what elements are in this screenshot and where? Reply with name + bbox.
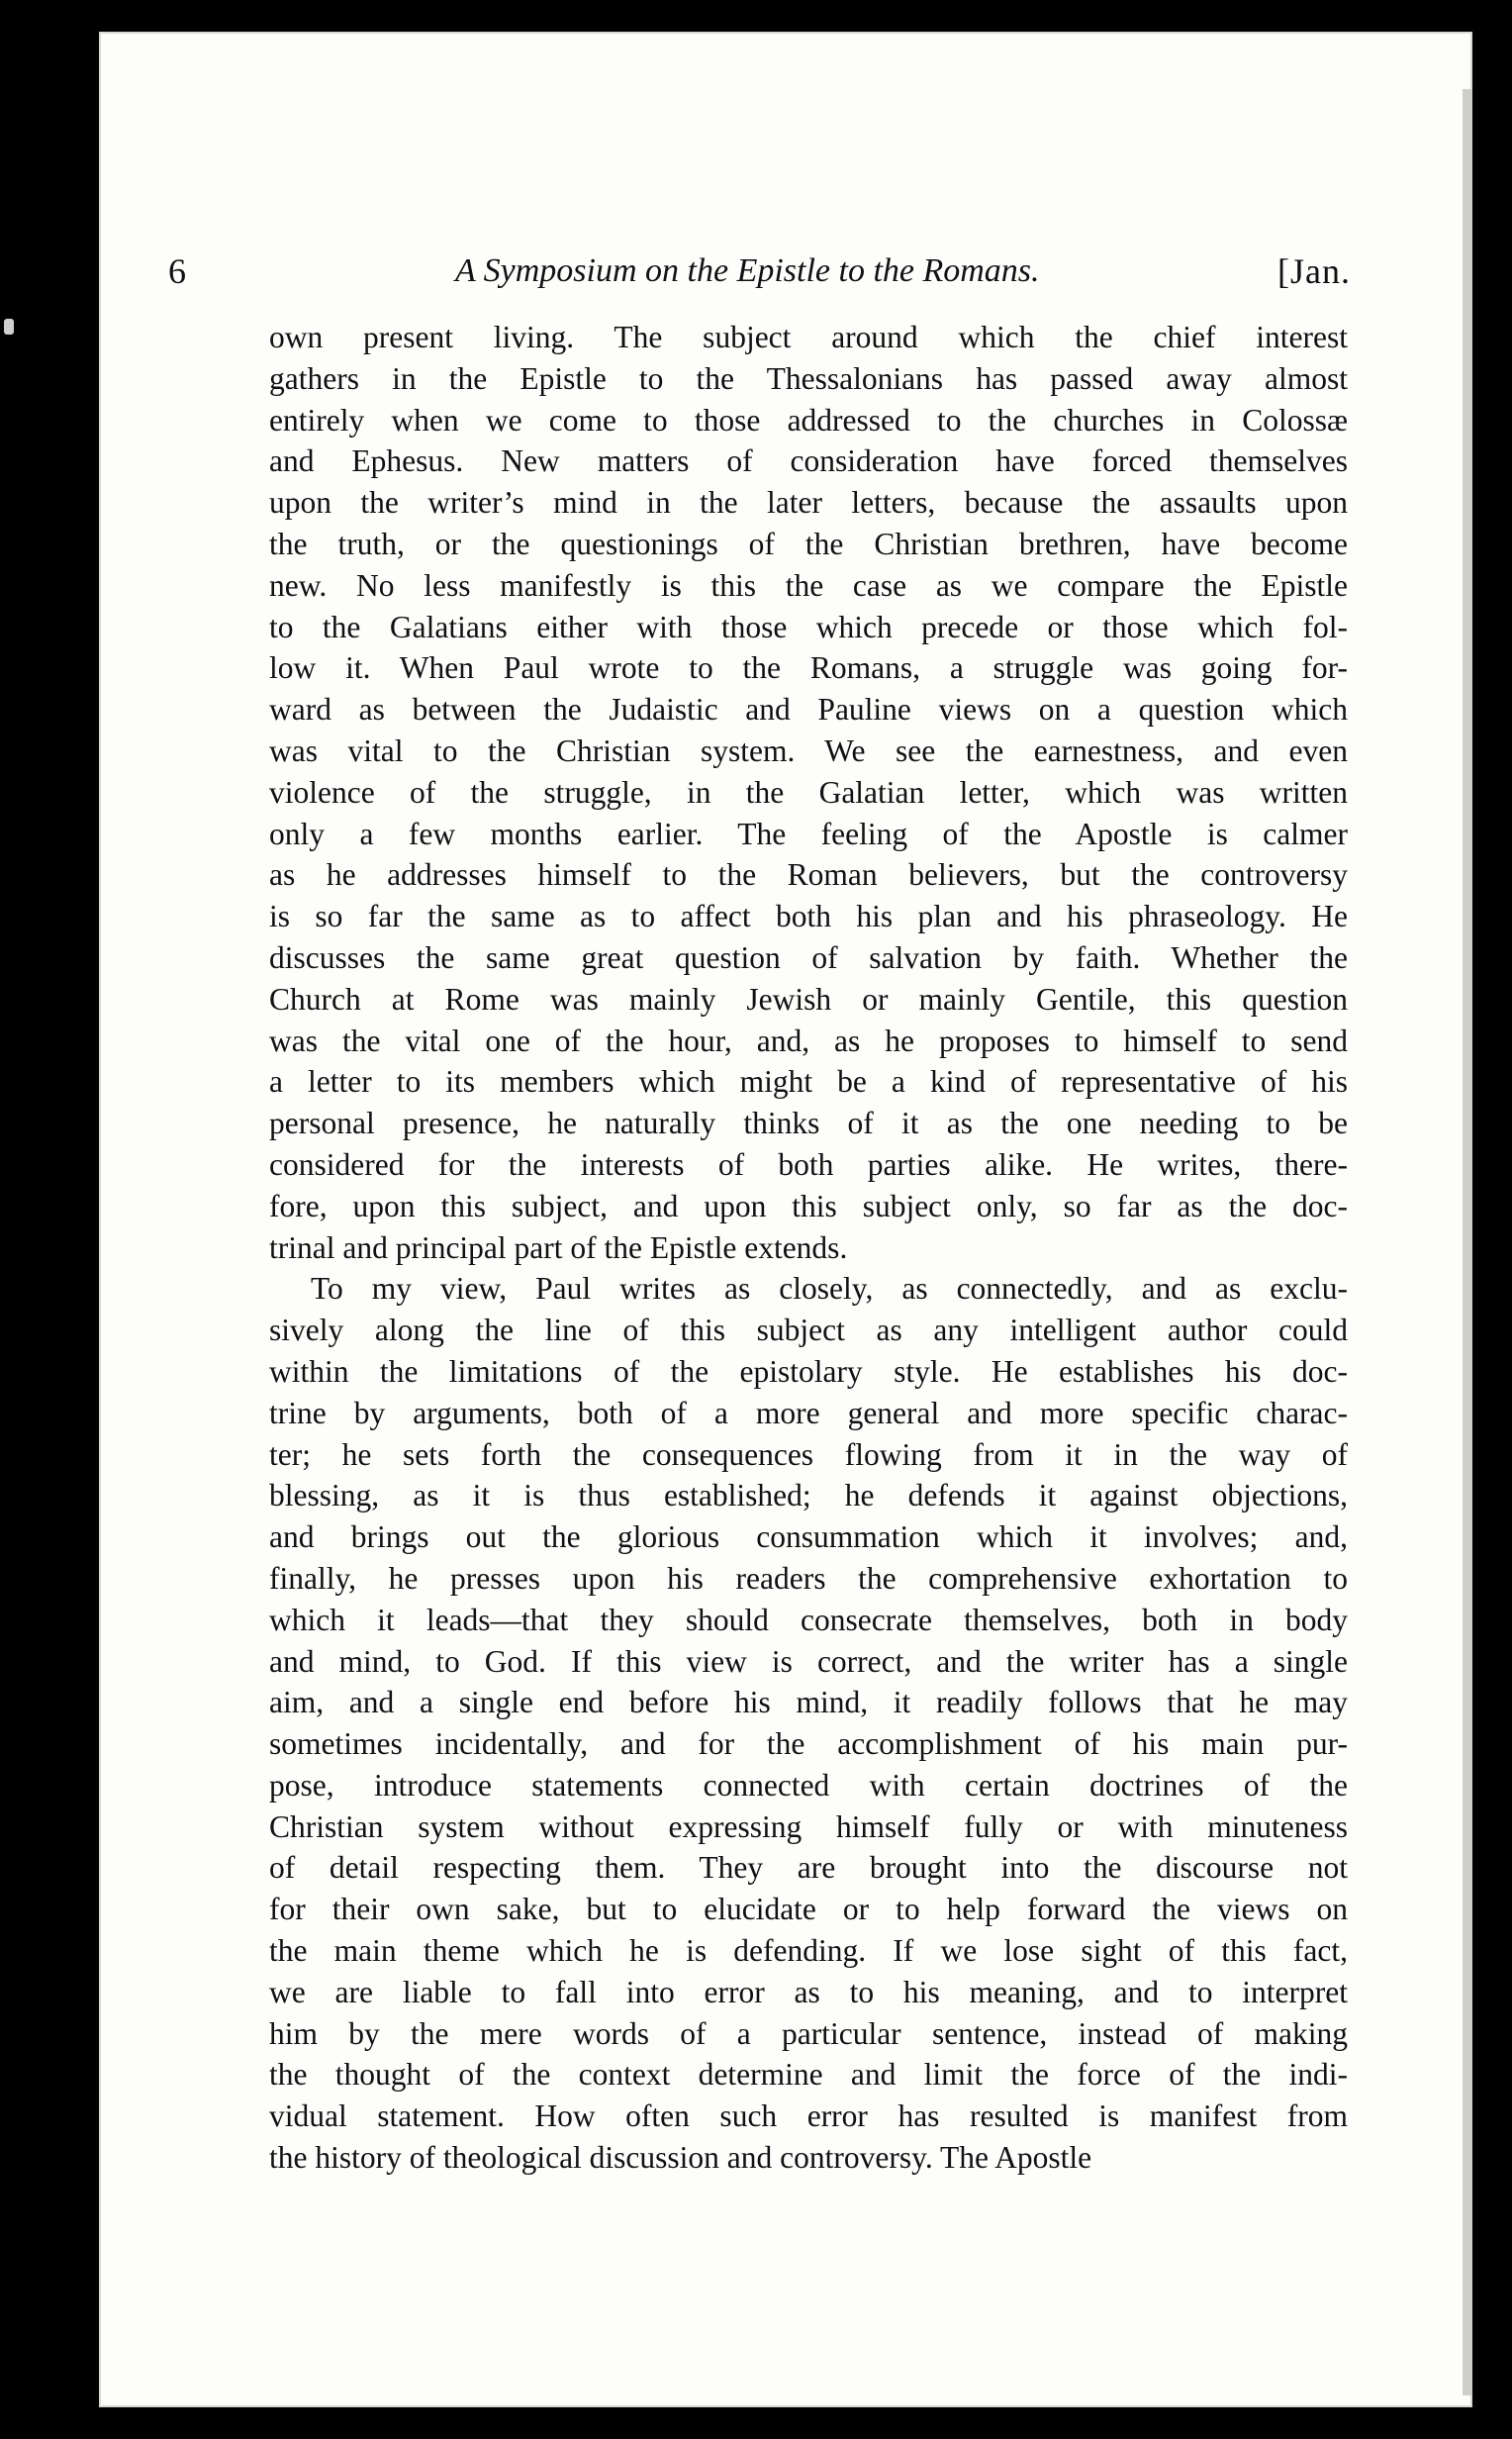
text-line: fore, upon this subject, and upon this subject only, so far as the doc- bbox=[269, 1188, 1348, 1223]
text-line: vidual statement. How often such error has resulted is manifest from bbox=[269, 2098, 1348, 2134]
text-line: was the vital one of the hour, and, as he proposes to himself to send bbox=[269, 1023, 1348, 1058]
text-line: sometimes incidentally, and for the accomplishment of his main pur- bbox=[269, 1726, 1348, 1762]
page-number: 6 bbox=[168, 251, 186, 291]
text-line: violence of the struggle, in the Galatian letter, which was written bbox=[269, 774, 1348, 810]
text-line: discusses the same great question of salvation by faith. Whether the bbox=[269, 939, 1348, 975]
text-line: aim, and a single end before his mind, it readily follows that he may bbox=[269, 1685, 1348, 1720]
text-line: which it leads—that they should consecrate themselves, both in body bbox=[269, 1602, 1348, 1637]
text-line: is so far the same as to affect both his plan and his phraseology. He bbox=[269, 899, 1348, 934]
text-line: considered for the interests of both parties alike. He writes, there- bbox=[269, 1146, 1348, 1182]
text-line: only a few months earlier. The feeling of the Apostle is calmer bbox=[269, 816, 1348, 851]
text-line: trinal and principal part of the Epistle extends. bbox=[269, 1229, 848, 1265]
text-line: To my view, Paul writes as closely, as connectedly, and as exclu- bbox=[311, 1271, 1348, 1307]
text-line: sively along the line of this subject as any intelligent author could bbox=[269, 1313, 1348, 1348]
text-line: blessing, as it is thus established; he defends it against objections, bbox=[269, 1478, 1348, 1513]
text-line: new. No less manifestly is this the case as we compare the Epistle bbox=[269, 567, 1348, 603]
text-line: to the Galatians either with those which precede or those which fol- bbox=[269, 609, 1348, 644]
running-title: A Symposium on the Epistle to the Romans. bbox=[455, 252, 1040, 289]
text-line: and mind, to God. If this view is correct, and the writer has a single bbox=[269, 1643, 1348, 1679]
running-header bbox=[168, 250, 1351, 306]
text-line: as he addresses himself to the Roman believers, but the controversy bbox=[269, 857, 1348, 893]
text-line: ter; he sets forth the consequences flowing from it in the way of bbox=[269, 1436, 1348, 1472]
text-line: of detail respecting them. They are brought into the discourse not bbox=[269, 1850, 1348, 1886]
text-line: ward as between the Judaistic and Pauline views on a question which bbox=[269, 692, 1348, 728]
text-line: we are liable to fall into error as to his meaning, and to interpret bbox=[269, 1974, 1348, 2009]
text-line: the main theme which he is defending. If we lose sight of this fact, bbox=[269, 1933, 1348, 1969]
text-line: personal presence, he naturally thinks of it as the one needing to be bbox=[269, 1106, 1348, 1141]
text-line: a letter to its members which might be a kind of representative of his bbox=[269, 1064, 1348, 1100]
text-line: low it. When Paul wrote to the Romans, a struggle was going for- bbox=[269, 650, 1348, 686]
text-line: upon the writer’s mind in the later letters, because the assaults upon bbox=[269, 485, 1348, 521]
text-line: pose, introduce statements connected with certain doctrines of the bbox=[269, 1767, 1348, 1803]
text-line: the truth, or the questionings of the Christian brethren, have become bbox=[269, 526, 1348, 561]
text-line: and brings out the glorious consummation which it involves; and, bbox=[269, 1519, 1348, 1555]
text-line: own present living. The subject around which the chief interest bbox=[269, 320, 1348, 354]
text-line: and Ephesus. New matters of consideration have forced themselves bbox=[269, 443, 1348, 479]
text-line: was vital to the Christian system. We see the earnestness, and even bbox=[269, 732, 1348, 768]
body-text bbox=[269, 317, 1348, 2179]
scan-artifact bbox=[4, 319, 14, 335]
text-line: the thought of the context determine and limit the force of the indi- bbox=[269, 2057, 1348, 2093]
page-edge bbox=[1463, 89, 1472, 2395]
text-line: trine by arguments, both of a more general and more specific charac- bbox=[269, 1395, 1348, 1430]
text-line: Church at Rome was mainly Jewish or mainly Gentile, this question bbox=[269, 981, 1348, 1017]
text-line: for their own sake, but to elucidate or to help forward the views on bbox=[269, 1892, 1348, 1927]
paragraph bbox=[269, 317, 1348, 1268]
text-line: Christian system without expressing himself fully or with minuteness bbox=[269, 1808, 1348, 1844]
text-line: him by the mere words of a particular sentence, instead of making bbox=[269, 2015, 1348, 2051]
paragraph bbox=[269, 1268, 1348, 2179]
text-line: gathers in the Epistle to the Thessalonians has passed away almost bbox=[269, 360, 1348, 396]
text-line: the history of theological discussion and controversy. The Apostle bbox=[269, 2140, 1092, 2176]
section-label: [Jan. bbox=[1277, 251, 1351, 291]
text-line: entirely when we come to those addressed to the churches in Colossæ bbox=[269, 402, 1348, 438]
text-line: finally, he presses upon his readers the comprehensive exhortation to bbox=[269, 1560, 1348, 1596]
text-line: within the limitations of the epistolary style. He establishes his doc- bbox=[269, 1353, 1348, 1389]
